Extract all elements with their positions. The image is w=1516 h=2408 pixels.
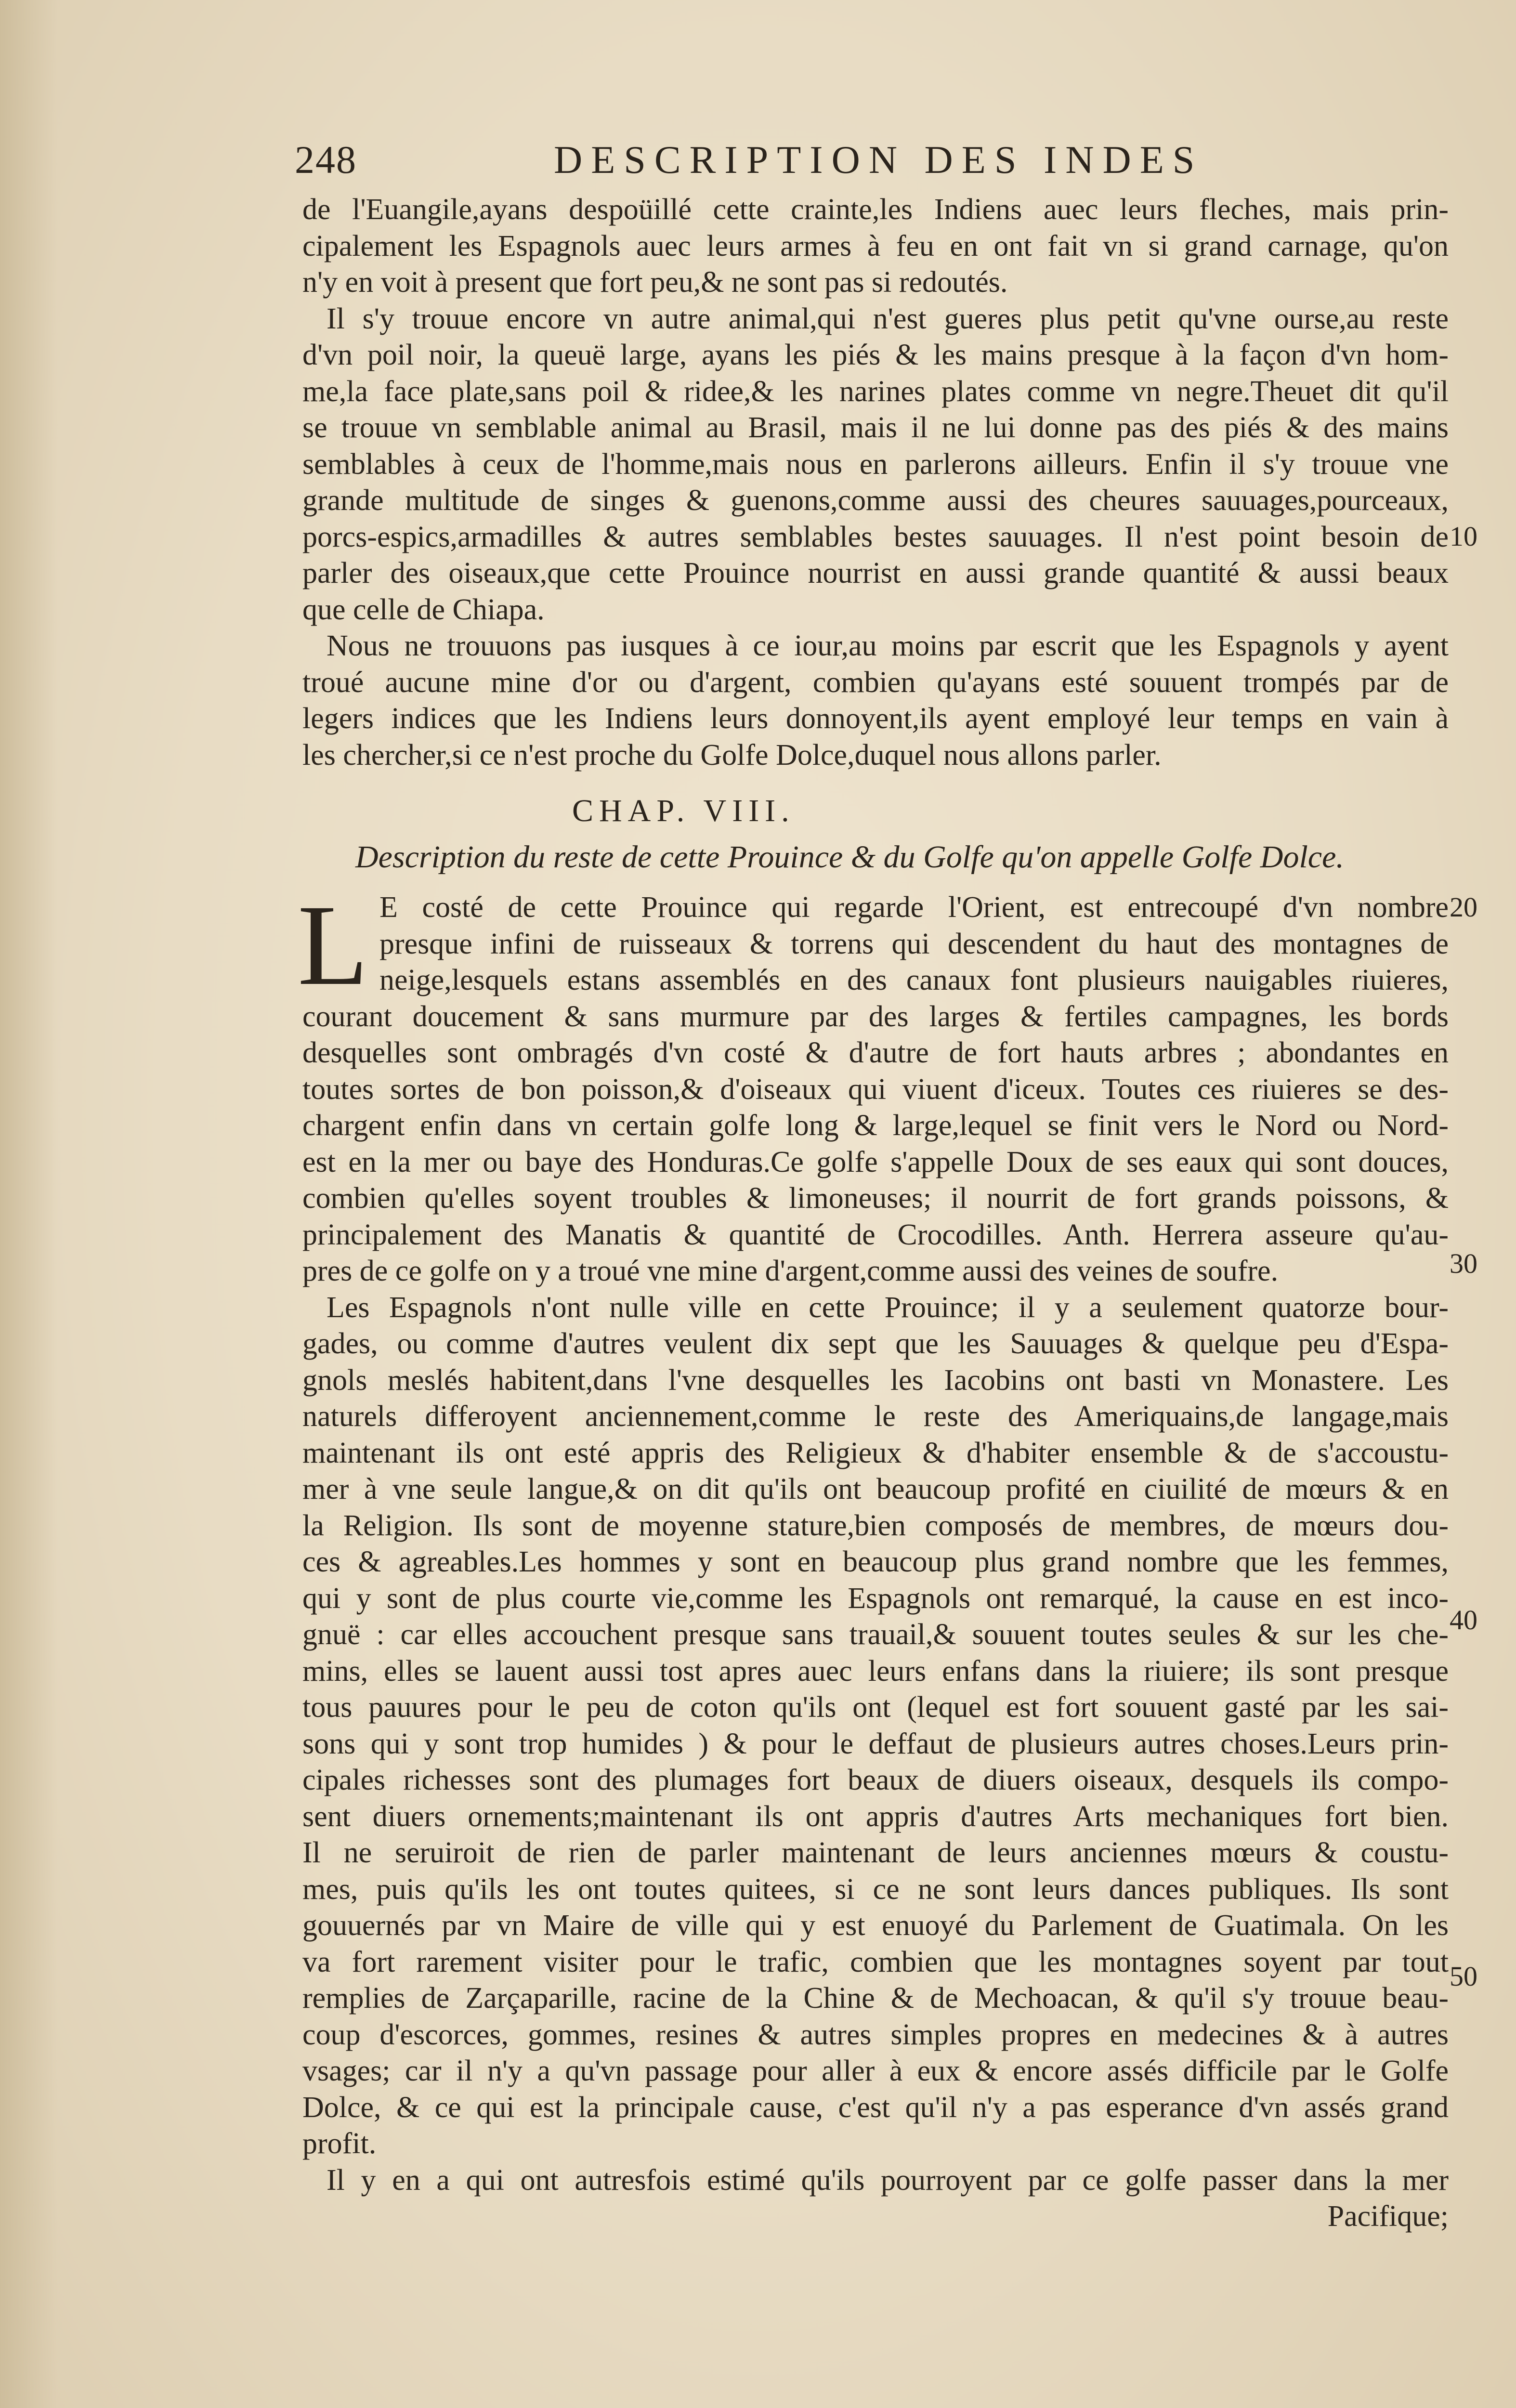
paragraph-1 [302, 192, 1449, 301]
text-line: se trouue vn semblable animal au Brasil, mais il ne lui donne pas des piés & des mains [302, 411, 1449, 444]
text-line: cipalement les Espagnols auec leurs armes à feu en ont fait vn si grand carnage, qu'on [302, 229, 1449, 262]
text-line: sent diuers ornements;maintenant ils ont appris d'autres Arts mechaniques fort bien. [302, 1800, 1449, 1833]
text-line: legers indices que les Indiens leurs donnoyent,ils ayent employé leur temps en vain à [302, 702, 1449, 735]
paragraph-6 [302, 2162, 1449, 2235]
text-line: troué aucune mine d'or ou d'argent, combien qu'ayans esté souuent trompés par de [302, 666, 1449, 699]
gutter-shadow [0, 0, 58, 2408]
chapter-heading: CHAP. VIII. [572, 793, 795, 828]
text-line: Il s'y trouue encore vn autre animal,qui n'est gueres plus petit qu'vne ourse,au reste [327, 302, 1449, 335]
margin-line-number: 20 [1450, 891, 1477, 923]
text-line: Il ne seruiroit de rien de parler maintenant de leurs anciennes mœurs & coustu- [302, 1836, 1449, 1869]
text-line: gnols meslés habitent,dans l'vne desquelles les Iacobins ont basti vn Monastere. Les [302, 1363, 1449, 1397]
text-line: remplies de Zarçaparille, racine de la Chine & de Mechoacan, & qu'il s'y trouue beau- [302, 1982, 1449, 2015]
text-line: semblables à ceux de l'homme,mais nous en parlerons ailleurs. Enfin il s'y trouue vne [302, 447, 1449, 481]
text-line: d'vn poil noir, la queuë large, ayans les piés & les mains presque à la façon d'vn hom- [302, 339, 1449, 371]
text-line: n'y en voit à present que fort peu,& ne sont pas si redoutés. [302, 266, 1008, 299]
text-line: mes, puis qu'ils les ont toutes quitees, si ce ne sont leurs dances publiques. Ils sont [302, 1872, 1449, 1906]
drop-cap: L [298, 881, 368, 1009]
text-line: chargent enfin dans vn certain golfe long & large,lequel se finit vers le Nord ou Nord- [302, 1109, 1449, 1142]
text-line: E costé de cette Prouince qui regarde l'Orient, est entrecoupé d'vn nombre [379, 891, 1449, 924]
text-line: cipales richesses sont des plumages fort beaux de diuers oiseaux, desquels ils compo- [302, 1764, 1449, 1796]
running-head: DESCRIPTION DES INDES [554, 138, 1203, 182]
text-line: coup d'escorces, gommes, resines & autres simples propres en medecines & à autres [302, 2018, 1449, 2051]
text-line: de l'Euangile,ayans despoüillé cette crainte,les Indiens auec leurs fleches, mais prin- [302, 193, 1449, 226]
margin-line-number: 50 [1450, 1961, 1477, 1992]
text-line: naturels differoyent anciennement,comme le reste des Ameriquains,de langage,mais [302, 1400, 1449, 1433]
margin-line-number: 10 [1450, 521, 1477, 552]
catchword: Pacifique; [1327, 2200, 1449, 2233]
margin-line-number: 30 [1450, 1248, 1477, 1279]
text-line: va fort rarement visiter pour le trafic, combien que les montagnes soyent par tout [302, 1945, 1449, 1978]
text-line: Il y en a qui ont autresfois estimé qu'ils pourroyent par ce golfe passer dans la mer [327, 2163, 1449, 2197]
text-line: presque infini de ruisseaux & torrens qui descendent du haut des montagnes de [379, 927, 1449, 960]
text-line: Les Espagnols n'ont nulle ville en cette Prouince; il y a seulement quatorze bour- [327, 1291, 1449, 1324]
text-line: grande multitude de singes & guenons,comme aussi des cheures sauuages,pourceaux, [302, 484, 1449, 517]
text-line: principalement des Manatis & quantité de Crocodilles. Anth. Herrera asseure qu'au- [302, 1218, 1449, 1251]
text-line: mins, elles se lauent aussi tost apres auec leurs enfans dans la riuiere; ils sont presque [302, 1654, 1449, 1688]
paragraph-2 [302, 301, 1449, 628]
text-line: porcs-espics,armadilles & autres semblables bestes sauuages. Il n'est point besoin de [302, 520, 1449, 553]
text-line: la Religion. Ils sont de moyenne stature,bien composés de membres, de mœurs dou- [302, 1509, 1449, 1542]
text-line: gades, ou comme d'autres veulent dix sept que les Sauuages & quelque peu d'Espa- [302, 1327, 1449, 1360]
text-line: me,la face plate,sans poil & ridee,& les narines plates comme vn negre.Theuet dit qu'il [302, 375, 1449, 408]
text-line: mer à vne seule langue,& on dit qu'ils ont beaucoup profité en ciuilité de mœurs & en [302, 1473, 1449, 1505]
text-line: que celle de Chiapa. [302, 593, 545, 626]
paragraph-5 [302, 1290, 1449, 2162]
paragraph-3 [302, 628, 1449, 773]
text-line: pres de ce golfe on y a troué vne mine d'argent,comme aussi des veines de soufre. [302, 1255, 1279, 1287]
text-line: est en la mer ou baye des Honduras.Ce golfe s'appelle Doux de ses eaux qui sont douces, [302, 1145, 1449, 1178]
text-line: neige,lesquels estans assemblés en des canaux font plusieurs nauigables riuieres, [379, 964, 1449, 996]
text-line: qui y sont de plus courte vie,comme les Espagnols ont remarqué, la cause en est inco- [302, 1582, 1449, 1615]
text-line: vsages; car il n'y a qu'vn passage pour aller à eux & encore assés difficile par le Golfe [302, 2055, 1449, 2087]
text-line: les chercher,si ce n'est proche du Golfe Dolce,duquel nous allons parler. [302, 738, 1162, 772]
text-line: ces & agreables.Les hommes y sont en beaucoup plus grand nombre que les femmes, [302, 1545, 1449, 1578]
text-line: sons qui y sont trop humides ) & pour le deffaut de plusieurs autres choses.Leurs prin- [302, 1727, 1449, 1760]
text-line: combien qu'elles soyent troubles & limoneuses; il nourrit de fort grands poissons, & [302, 1182, 1449, 1215]
text-line: desquelles sont ombragés d'vn costé & d'autre de fort hauts arbres ; abondantes en [302, 1036, 1449, 1069]
text-line: parler des oiseaux,que cette Prouince nourrist en aussi grande quantité & aussi beaux [302, 557, 1449, 589]
text-line: toutes sortes de bon poisson,& d'oiseaux qui viuent d'iceux. Toutes ces riuieres se des- [302, 1073, 1449, 1106]
text-line: gnuë : car elles accouchent presque sans trauail,& souuent toutes seules & sur les che- [302, 1618, 1449, 1651]
text-line: profit. [302, 2127, 377, 2160]
text-line: maintenant ils ont esté appris des Religieux & d'habiter ensemble & de s'accoustu- [302, 1436, 1449, 1469]
margin-line-number: 40 [1450, 1604, 1477, 1636]
text-line: Nous ne trouuons pas iusques à ce iour,au moins par escrit que les Espagnols y ayent [327, 629, 1449, 662]
text-line: courant doucement & sans murmure par des larges & fertiles campagnes, les bords [302, 1000, 1449, 1033]
chapter-subtitle: Description du reste de cette Prouince & du Golfe qu'on appelle Golfe Dolce. [355, 839, 1344, 875]
page-number: 248 [295, 138, 357, 182]
paragraph-4 [298, 881, 1449, 1290]
text-line: Dolce, & ce qui est la principale cause, c'est qu'il n'y a pas esperance d'vn assés grand [302, 2091, 1449, 2124]
body-text [298, 192, 1449, 2235]
text-line: gouuernés par vn Maire de ville qui y est enuoyé du Parlement de Guatimala. On les [302, 1909, 1449, 1942]
text-line: tous pauures pour le peu de coton qu'ils ont (lequel est fort souuent gasté par les sai- [302, 1691, 1449, 1724]
